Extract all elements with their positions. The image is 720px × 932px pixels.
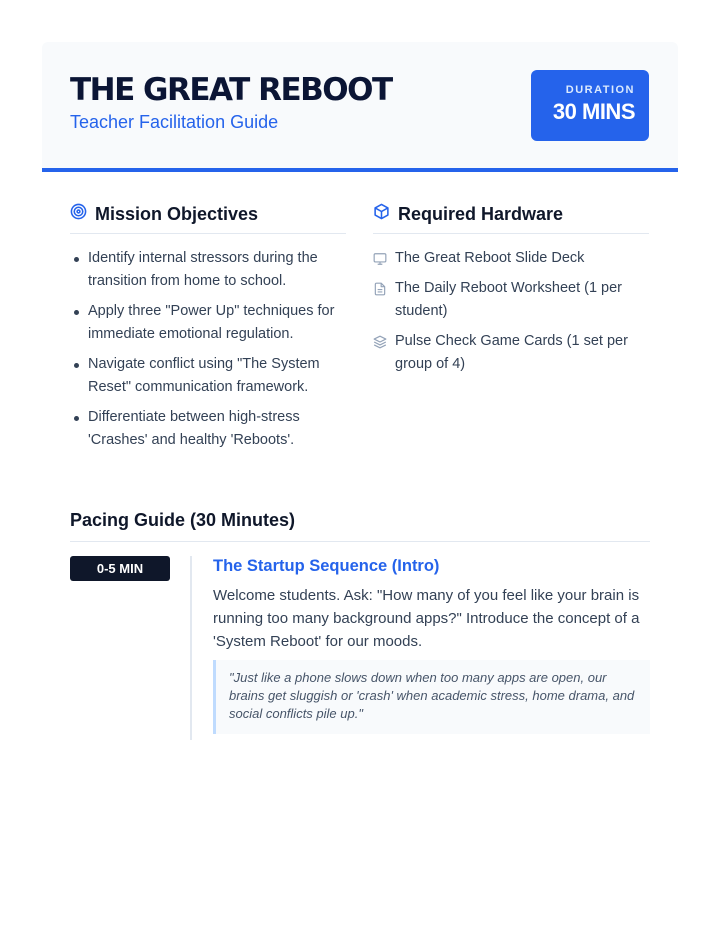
list-item — [70, 406, 346, 452]
list-item-text: Identify internal stressors during the transition from home to school. — [88, 250, 318, 289]
objectives-list — [70, 247, 346, 452]
divider — [70, 541, 650, 542]
objectives-section — [70, 202, 346, 459]
list-item — [373, 330, 649, 376]
page-title: THE GREAT REBOOT — [70, 72, 392, 108]
list-item-text: Differentiate between high-stress 'Crashes' and healthy 'Reboots'. — [88, 409, 300, 448]
objectives-heading — [70, 202, 346, 226]
hardware-heading-label: Required Hardware — [398, 203, 564, 224]
segment-body: Welcome students. Ask: "How many of you feel like your brain is running too many background apps?" Introduce the concept of a 'System Reboot' for our moods. — [213, 587, 640, 650]
divider — [373, 233, 649, 234]
list-item — [373, 277, 649, 323]
objectives-heading-label: Mission Objectives — [95, 203, 259, 224]
document-icon — [373, 277, 387, 300]
pacing-heading: Pacing Guide (30 Minutes) — [70, 510, 296, 530]
duration-badge — [531, 70, 649, 141]
page-subtitle: Teacher Facilitation Guide — [70, 112, 279, 132]
segment-quote: "Just like a phone slows down when too many apps are open, our brains get sluggish or 'crash' when academic stress, home drama, and social conflicts pile up." — [213, 660, 650, 734]
box-icon — [373, 203, 390, 225]
list-item-text: Apply three "Power Up" techniques for immediate emotional regulation. — [88, 303, 335, 342]
hardware-list — [373, 247, 649, 376]
layers-icon — [373, 330, 387, 353]
hardware-section — [373, 202, 649, 383]
list-item — [70, 353, 346, 399]
guide-header — [42, 42, 678, 172]
divider — [70, 233, 346, 234]
list-item-text: The Daily Reboot Worksheet (1 per student) — [395, 280, 623, 319]
timeline-line — [190, 556, 192, 740]
list-item — [373, 247, 649, 270]
bullet — [74, 310, 79, 315]
bullet — [74, 416, 79, 421]
segment-title: The Startup Sequence (Intro) — [213, 557, 440, 575]
list-item-text: The Great Reboot Slide Deck — [395, 250, 585, 266]
time-badge: 0-5 MIN — [70, 556, 170, 581]
bullet — [74, 257, 79, 262]
target-icon — [70, 203, 87, 225]
duration-value: 30 MINS — [552, 99, 635, 124]
monitor-icon — [373, 247, 387, 270]
list-item — [70, 247, 346, 293]
list-item — [70, 300, 346, 346]
duration-label: DURATION — [565, 84, 635, 96]
bullet — [74, 363, 79, 368]
list-item-text: Pulse Check Game Cards (1 set per group of 4) — [395, 333, 628, 372]
list-item-text: Navigate conflict using "The System Reset" communication framework. — [88, 356, 320, 395]
hardware-heading — [373, 202, 649, 226]
